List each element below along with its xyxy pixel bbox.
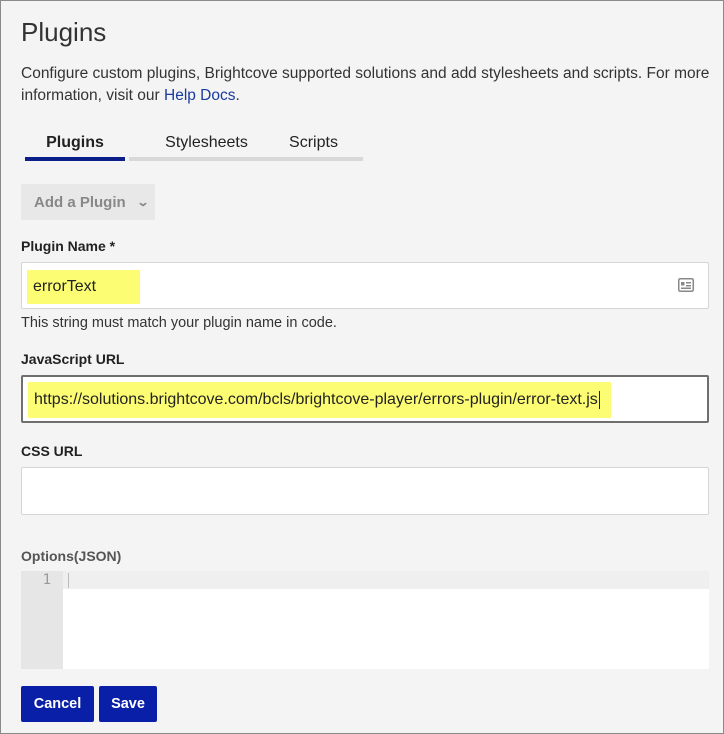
javascript-url-value-wrap: [28, 382, 611, 418]
editor-gutter: [21, 571, 63, 669]
page-title: Plugins: [21, 17, 107, 47]
contact-card-icon[interactable]: [678, 278, 694, 297]
chevron-down-icon: ⌄: [136, 195, 150, 209]
description-end: .: [235, 87, 240, 104]
cancel-button[interactable]: Cancel: [21, 686, 94, 722]
css-url-field[interactable]: [21, 467, 709, 515]
add-plugin-label: Add a Plugin: [34, 193, 126, 211]
plugin-name-label: Plugin Name *: [21, 238, 116, 254]
css-url-label: CSS URL: [21, 443, 83, 459]
plugin-name-value: errorText: [27, 270, 140, 304]
plugin-name-hint: This string must match your plugin name in code.: [21, 315, 337, 331]
javascript-url-field[interactable]: [21, 375, 709, 423]
add-plugin-dropdown[interactable]: [21, 184, 155, 220]
save-button[interactable]: Save: [99, 686, 157, 722]
tab-scripts[interactable]: Scripts: [264, 129, 363, 161]
options-json-label: Options(JSON): [21, 548, 122, 564]
description-text: Configure custom plugins, Brightcove supported solutions and add stylesheets and scripts. For more information, visit our: [21, 65, 710, 104]
editor-caret: [68, 573, 69, 588]
page-description: [21, 63, 711, 107]
text-caret: [599, 391, 600, 409]
tab-plugins[interactable]: Plugins: [25, 129, 125, 161]
tab-stylesheets[interactable]: Stylesheets: [129, 129, 284, 161]
help-docs-link[interactable]: Help Docs: [164, 87, 236, 104]
plugin-name-field[interactable]: [21, 262, 709, 309]
javascript-url-value: https://solutions.brightcove.com/bcls/brightcove-player/errors-plugin/error-text.js: [34, 391, 598, 408]
editor-active-line: [63, 571, 709, 589]
options-json-editor[interactable]: [21, 571, 709, 669]
line-number: 1: [42, 572, 51, 588]
javascript-url-label: JavaScript URL: [21, 351, 125, 367]
